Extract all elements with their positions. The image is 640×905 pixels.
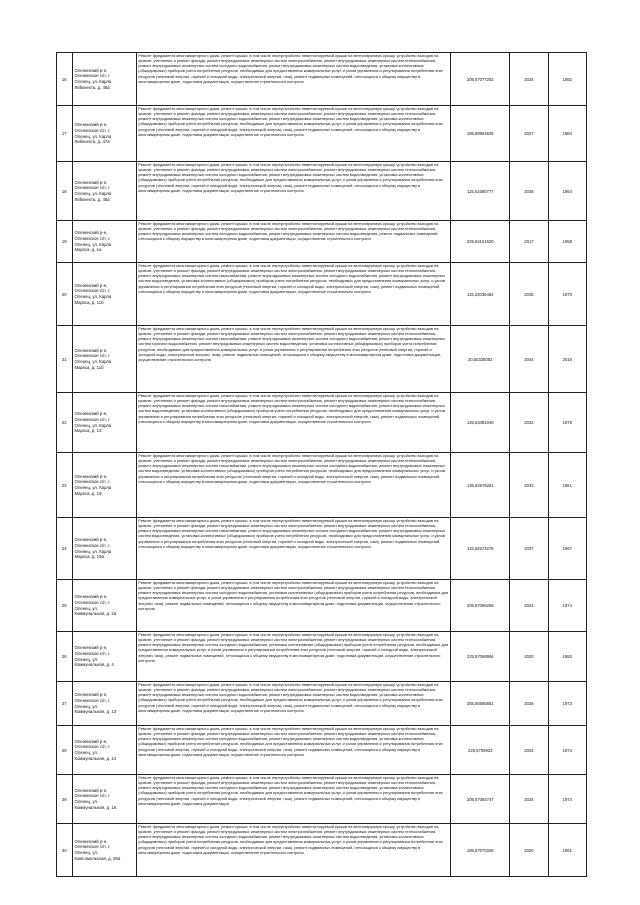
cell-address: Оленинский р-н, Оленинское с/п, г. Оленец, ул. Карла Либкнехта, д. 48а bbox=[74, 179, 112, 202]
row-cost bbox=[451, 263, 510, 326]
cell-works: Ремонт фундамента многоквартирного дома, ремонт крыши, в том числе переустройство невентилируемой крыши на вентилируемую крышу, устройство выходов на кровлю, утепление и ремонт фасада, ремонт внутридомовых инженерных систем электроснабжения, ремонт внутридомовых инженерных систем теплоснабжения, ремонт внутридомовых инженерных систем холодного водоснабжения, ремонт внутридомовых инженерных систем водоотведения, установка коллективных (общедомовых) приборов учета потребления ресурсов, необходимых для предоставления коммунальных услуг, и узлов управления и регулирования потребления этих ресурсов (тепловой энергии, горячей и холодной воды, электрической энергии, газа), ремонт подвальных помещений, относящихся к общему имуществу в многоквартирном доме, подготовка документации, осуществление строительного контроля bbox=[138, 106, 443, 137]
cell-num: 19 bbox=[61, 239, 67, 244]
cell-num: 21 bbox=[61, 356, 67, 362]
row-cost bbox=[451, 632, 510, 682]
cell-works: Ремонт фундамента многоквартирного дома, ремонт крыши, в том числе переустройство невентилируемой крыши на вентилируемую крышу, устройство выходов на кровлю, утепление и ремонт фасада, ремонт внутридомовых инженерных систем электроснабжения, ремонт внутридомовых инженерных систем теплоснабжения, ремонт внутридомовых инженерных систем холодного водоснабжения, ремонт внутридомовых инженерных систем водоотведения, установка коллективных (общедомовых) приборов учета потребления ресурсов, необходимых для предоставления коммунальных услуг, и узлов управления и регулирования потребления этих ресурсов (тепловой энергии, горячей и холодной воды, электрической энергии, газа), ремонт подвальных помещений, относящихся к общему имуществу в многоквартирном доме, подготовка документации, осуществление строительного контроля bbox=[138, 53, 443, 84]
row-repair-year bbox=[510, 775, 548, 824]
row-works bbox=[136, 53, 450, 106]
cell-year: 2032 bbox=[524, 420, 534, 425]
row-address bbox=[72, 53, 136, 106]
row-build-year bbox=[548, 162, 586, 221]
cell-cost: 185,99964635 bbox=[466, 131, 494, 136]
row-works bbox=[136, 518, 450, 580]
row-address bbox=[72, 393, 136, 453]
row-address bbox=[72, 580, 136, 632]
row-works bbox=[136, 162, 450, 221]
row-cost bbox=[451, 518, 510, 580]
cell-cost: 185,57070326 bbox=[466, 847, 494, 853]
cell-cost: 225,57066994 bbox=[466, 654, 494, 659]
cell-address: Оленинский р-н, Оленинское с/п, г. Оленец, ул. Карла Маркса, д. 11б bbox=[74, 282, 112, 305]
cell-built: 1961 bbox=[562, 847, 572, 853]
row-repair-year bbox=[510, 53, 548, 106]
row-address bbox=[72, 263, 136, 326]
cell-year: 2044 bbox=[524, 356, 534, 362]
row-repair-year bbox=[510, 221, 548, 263]
cell-num: 30 bbox=[61, 847, 67, 853]
table-row bbox=[57, 106, 587, 162]
row-cost bbox=[451, 162, 510, 221]
row-works bbox=[136, 726, 450, 775]
row-number bbox=[57, 824, 73, 877]
cell-built: 1961 bbox=[562, 482, 572, 488]
table-row bbox=[57, 518, 587, 580]
row-cost bbox=[451, 393, 510, 453]
row-works bbox=[136, 106, 450, 162]
row-number bbox=[57, 580, 73, 632]
row-cost bbox=[451, 453, 510, 518]
cell-cost: 205,57086256 bbox=[466, 603, 494, 608]
row-number bbox=[57, 682, 73, 726]
cell-built: 1974 bbox=[562, 796, 572, 802]
cell-works: Ремонт фундамента многоквартирного дома, ремонт крыши, в том числе переустройство невентилируемой крыши на вентилируемую крышу, устройство выходов на кровлю, утепление и ремонт фасада, ремонт внутридомовых инженерных систем электроснабжения, ремонт внутридомовых инженерных систем теплоснабжения, ремонт внутридомовых инженерных систем газоснабжения, ремонт внутридомовых инженерных систем холодного водоснабжения, ремонт внутридомовых инженерных систем водоотведения, установка коллективных (общедомовых) приборов учета потребления ресурсов, необходимых для предоставления коммунальных услуг, и узлов управления и регулирования потребления этих ресурсов (тепловой энергии, горячей и холодной воды, электрической энергии, газа), ремонт подвальных помещений, относящихся к общему имуществу в многоквартирном доме, подготовка документации, осуществление строительного контроля bbox=[138, 263, 446, 294]
row-repair-year bbox=[510, 632, 548, 682]
cell-works: Ремонт фундамента многоквартирного дома, ремонт крыши, в том числе переустройство невентилируемой крыши на вентилируемую крышу, устройство выходов на кровлю, утепление и ремонт фасада, ремонт внутридомовых инженерных систем электроснабжения, ремонт внутридомовых инженерных систем теплоснабжения, ремонт внутридомовых инженерных систем газоснабжения, ремонт внутридомовых инженерных систем холодного водоснабжения, ремонт внутридомовых инженерных систем водоотведения, установка коллективных (общедомовых) приборов учета потребления ресурсов, необходимых для предоставления коммунальных услуг, и узлов управления и регулирования потребления этих ресурсов (тепловой энергии, горячей и холодной воды, электрической энергии, газа), ремонт подвальных помещений, относящихся к общему имуществу в многоквартирном доме, подготовка документации, осуществление строительного контроля bbox=[138, 518, 446, 549]
table-body bbox=[57, 53, 587, 877]
cell-built: 2016 bbox=[562, 356, 572, 362]
capital-repair-table bbox=[56, 52, 587, 877]
cell-year: 2024 bbox=[524, 796, 534, 802]
cell-year: 2024 bbox=[524, 603, 534, 608]
cell-address: Оленинский р-н, Оленинское с/п, г. Оленец, ул. Карла Маркса, д. 11б bbox=[74, 347, 112, 370]
row-repair-year bbox=[510, 326, 548, 393]
cell-year: 2033 bbox=[524, 482, 534, 488]
row-cost bbox=[451, 726, 510, 775]
table-row bbox=[57, 682, 587, 726]
row-build-year bbox=[548, 393, 586, 453]
row-repair-year bbox=[510, 726, 548, 775]
row-cost bbox=[451, 682, 510, 726]
cell-year: 2038 bbox=[524, 188, 534, 194]
cell-cost: 225,5709923 bbox=[468, 747, 493, 753]
row-address bbox=[72, 221, 136, 263]
row-repair-year bbox=[510, 824, 548, 877]
cell-built: 1983 bbox=[562, 654, 572, 659]
cell-built: 1973 bbox=[562, 701, 572, 706]
row-address bbox=[72, 775, 136, 824]
row-number bbox=[57, 106, 73, 162]
cell-year: 2024 bbox=[524, 76, 534, 82]
row-works bbox=[136, 221, 450, 263]
row-address bbox=[72, 453, 136, 518]
cell-built: 1978 bbox=[562, 420, 572, 425]
row-address bbox=[72, 106, 136, 162]
cell-works: Ремонт фундамента многоквартирного дома, ремонт крыши, в том числе переустройство невентилируемой крыши на вентилируемую крышу, устройство выходов на кровлю, утепление и ремонт фасада, ремонт внутридомовых инженерных систем электроснабжения, ремонт внутридомовых инженерных систем теплоснабжения, ремонт внутридомовых инженерных систем холодного водоснабжения, ремонт внутридомовых инженерных систем водоотведения, установка коллективных (общедомовых) приборов учета потребления ресурсов, необходимых для предоставления коммунальных услуг, и узлов управления и регулирования потребления этих ресурсов (тепловой энергии, горячей и холодной воды, электрической энергии, газа), ремонт подвальных помещений, относящихся к общему имуществу в многоквартирном доме, подготовка документации bbox=[138, 775, 443, 806]
table-row bbox=[57, 726, 587, 775]
row-cost bbox=[451, 775, 510, 824]
row-cost bbox=[451, 580, 510, 632]
cell-year: 2017 bbox=[524, 239, 534, 244]
row-number bbox=[57, 453, 73, 518]
cell-built: 1967 bbox=[562, 546, 572, 551]
row-number bbox=[57, 162, 73, 221]
cell-built: 1970 bbox=[562, 291, 572, 297]
cell-address: Оленинский р-н, Оленинское с/п, г. Оленец, ул. Карла Маркса, д. 1а bbox=[74, 230, 112, 253]
row-build-year bbox=[548, 106, 586, 162]
table-row bbox=[57, 393, 587, 453]
cell-address: Оленинский р-н, Оленинское с/п, г. Оленец, ул. Коммунальная, д. 4 bbox=[74, 645, 114, 668]
row-number bbox=[57, 53, 73, 106]
row-cost bbox=[451, 824, 510, 877]
table-row bbox=[57, 632, 587, 682]
row-works bbox=[136, 775, 450, 824]
row-works bbox=[136, 263, 450, 326]
cell-works: Ремонт фундамента многоквартирного дома, ремонт крыши, в том числе переустройство невентилируемой крыши на вентилируемую крышу, устройство выходов на кровлю, утепление и ремонт фасада, ремонт внутридомовых инженерных систем электроснабжения, ремонт внутридомовых инженерных систем теплоснабжения, ремонт внутридомовых инженерных систем холодного водоснабжения, ремонт внутридомовых инженерных систем водоотведения, установка коллективных (общедомовых) приборов учета потребления ресурсов, необходимых для предоставления коммунальных услуг, и узлов управления и регулирования потребления этих ресурсов (тепловой энергии, горячей и холодной воды, электрической энергии, газа), ремонт подвальных помещений, относящихся к общему имуществу в многоквартирном доме, подготовка документации, осуществление строительного контроля bbox=[138, 726, 443, 757]
cell-address: Оленинский р-н, Оленинское с/п, г. Оленец, ул. Коммунальная, д. 2а bbox=[74, 594, 117, 617]
cell-cost: 225,94101620 bbox=[466, 239, 494, 244]
cell-year: 2024 bbox=[524, 747, 534, 753]
cell-address: Оленинский р-н, Оленинское с/п, г. Оленец, ул. Карла Маркса, д. 19а bbox=[74, 537, 112, 560]
row-works bbox=[136, 682, 450, 726]
cell-cost: 115,51660777 bbox=[467, 188, 494, 194]
cell-address: Оленинский р-н, Оленинское с/п, г. Оленец, ул. Карла Либкнехта, д. 47а bbox=[74, 122, 112, 145]
row-cost bbox=[451, 326, 510, 393]
row-number bbox=[57, 726, 73, 775]
row-works bbox=[136, 453, 450, 518]
row-address bbox=[72, 824, 136, 877]
cell-built: 1958 bbox=[562, 239, 572, 244]
row-address bbox=[72, 726, 136, 775]
row-repair-year bbox=[510, 580, 548, 632]
cell-address: Оленинский р-н, Оленинское с/п, г. Оленец, ул. Коммунальная, д. 16 bbox=[74, 787, 117, 810]
row-build-year bbox=[548, 221, 586, 263]
row-address bbox=[72, 632, 136, 682]
row-works bbox=[136, 326, 450, 393]
cell-address: Оленинский р-н, Оленинское с/п, г. Оленец, ул. Коммунальная, д. 13 bbox=[74, 692, 117, 715]
row-repair-year bbox=[510, 162, 548, 221]
row-build-year bbox=[548, 326, 586, 393]
cell-year: 2026 bbox=[524, 701, 534, 706]
cell-num: 28 bbox=[61, 747, 67, 753]
row-cost bbox=[451, 53, 510, 106]
cell-num: 24 bbox=[61, 546, 67, 551]
table-row bbox=[57, 53, 587, 106]
cell-works: Ремонт фундамента многоквартирного дома, ремонт крыши, в том числе переустройство невентилируемой крыши на вентилируемую крышу, устройство выходов на кровлю, утепление и ремонт фасада, ремонт внутридомовых инженерных систем электроснабжения, ремонт внутридомовых инженерных систем теплоснабжения, ремонт внутридомовых инженерных систем холодного водоснабжения, установка коллективных (общедомовых) приборов учета потребления ресурсов, необходимых для предоставления коммунальных услуг, и узлов управления и регулирования потребления этих ресурсов (тепловой энергии, горячей и холодной воды, электрической энергии, газа), ремонт подвальных помещений, относящихся к общему имуществу в многоквартирном доме, подготовка документации, осуществление строительного контроля bbox=[138, 632, 449, 663]
row-number bbox=[57, 775, 73, 824]
cell-num: 25 bbox=[61, 603, 67, 608]
row-number bbox=[57, 326, 73, 393]
table-row bbox=[57, 221, 587, 263]
cell-works: Ремонт фундамента многоквартирного дома, ремонт крыши, в том числе переустройство невентилируемой крыши на вентилируемую крышу, устройство выходов на кровлю, утепление и ремонт фасада, ремонт внутридомовых инженерных систем электроснабжения, ремонт внутридомовых инженерных систем теплоснабжения, ремонт внутридомовых инженерных систем холодного водоснабжения, установка коллективных (общедомовых) приборов учета потребления ресурсов, необходимых для предоставления коммунальных услуг, и узлов управления и регулирования потребления этих ресурсов (тепловой энергии, горячей и холодной воды, электрической энергии, газа), ремонт подвальных помещений, относящихся к общему имуществу в многоквартирном доме, подготовка документации, осуществление строительного контроля bbox=[138, 580, 449, 611]
row-works bbox=[136, 824, 450, 877]
cell-works: Ремонт фундамента многоквартирного дома, ремонт крыши, в том числе переустройство невентилируемой крыши на вентилируемую крышу, устройство выходов на кровлю, утепление и ремонт фасада, ремонт внутридомовых инженерных систем электроснабжения, ремонт внутридомовых инженерных систем теплоснабжения, ремонт внутридомовых инженерных систем газоснабжения, ремонт внутридомовых инженерных систем холодного водоснабжения, ремонт внутридомовых инженерных систем водоотведения, установка коллективных (общедомовых) приборов учета потребления ресурсов, необходимых для предоставления коммунальных услуг, и узлов управления и регулирования потребления этих ресурсов (тепловой энергии, горячей и холодной воды, электрической энергии, газа), ремонт подвальных помещений, относящихся к общему имуществу в многоквартирном доме, подготовка документации, осуществление строительного контроля bbox=[138, 453, 446, 484]
cell-cost: 135,53481046 bbox=[466, 420, 494, 425]
row-build-year bbox=[548, 453, 586, 518]
row-repair-year bbox=[510, 263, 548, 326]
row-cost bbox=[451, 221, 510, 263]
table-row bbox=[57, 775, 587, 824]
row-number bbox=[57, 263, 73, 326]
table-row bbox=[57, 580, 587, 632]
document-page bbox=[56, 52, 587, 877]
cell-num: 27 bbox=[61, 701, 67, 706]
cell-cost: 205,57077292 bbox=[466, 76, 494, 82]
cell-built: 1984 bbox=[562, 131, 572, 136]
cell-year: 2035 bbox=[524, 291, 534, 297]
cell-year: 2027 bbox=[524, 131, 534, 136]
cell-num: 26 bbox=[61, 654, 67, 659]
cell-cost: 205,57084747 bbox=[466, 796, 494, 802]
row-number bbox=[57, 393, 73, 453]
row-cost bbox=[451, 106, 510, 162]
cell-works: Ремонт фундамента многоквартирного дома, ремонт крыши, в том числе переустройство невентилируемой крыши на вентилируемую крышу, устройство выходов на кровлю, утепление и ремонт фасада, ремонт внутридомовых инженерных систем электроснабжения, ремонт внутридомовых инженерных систем теплоснабжения, ремонт внутридомовых инженерных систем газоснабжения, ремонт внутридомовых инженерных систем холодного водоснабжения, ремонт внутридомовых инженерных систем водоотведения, установка коллективных (общедомовых) приборов учета потребления ресурсов, необходимых для предоставления коммунальных услуг, и узлов управления и регулирования потребления этих ресурсов (тепловой энергии, горячей и холодной воды, электрической энергии, газа), ремонт подвальных помещений, относящихся к общему имуществу в многоквартирном доме, подготовка документации, осуществление строительного контроля bbox=[138, 393, 446, 424]
cell-num: 18 bbox=[61, 188, 67, 194]
row-repair-year bbox=[510, 518, 548, 580]
cell-address: Оленинский р-н, Оленинское с/п, г. Оленец, ул. Карла Либкнехта, д. 46а bbox=[74, 67, 112, 90]
row-build-year bbox=[548, 824, 586, 877]
cell-year: 2020 bbox=[524, 847, 534, 853]
cell-num: 20 bbox=[61, 291, 67, 297]
cell-num: 22 bbox=[61, 420, 67, 425]
row-build-year bbox=[548, 682, 586, 726]
row-build-year bbox=[548, 518, 586, 580]
row-build-year bbox=[548, 263, 586, 326]
table-row bbox=[57, 326, 587, 393]
cell-address: Оленинский р-н, Оленинское с/п, г. Оленец, ул. Карла Маркса, д. 19 bbox=[74, 473, 112, 496]
cell-built: 1982 bbox=[562, 76, 572, 82]
cell-cost: 20,50335052 bbox=[468, 356, 493, 362]
row-build-year bbox=[548, 632, 586, 682]
cell-cost: 115,23036464 bbox=[467, 291, 494, 297]
row-address bbox=[72, 518, 136, 580]
cell-address: Оленинский р-н, Оленинское с/п, г. Оленец, ул. Комсомольская, д. 26а bbox=[74, 838, 121, 861]
row-works bbox=[136, 632, 450, 682]
cell-works: Ремонт фундамента многоквартирного дома, ремонт крыши, в том числе переустройство невентилируемой крыши на вентилируемую крышу, устройство выходов на кровлю, утепление и ремонт фасада, ремонт внутридомовых инженерных систем электроснабжения, ремонт внутридомовых инженерных систем теплоснабжения, ремонт внутридомовых инженерных систем холодного водоснабжения, ремонт внутридомовых инженерных систем водоотведения, ремонт подвальных помещений, относящихся к общему имуществу в многоквартирном доме, подготовка документации, осуществление строительного контроля bbox=[138, 221, 439, 242]
row-number bbox=[57, 518, 73, 580]
cell-address: Оленинский р-н, Оленинское с/п, г. Оленец, ул. Коммунальная, д. 14 bbox=[74, 738, 117, 761]
row-repair-year bbox=[510, 393, 548, 453]
row-address bbox=[72, 682, 136, 726]
row-build-year bbox=[548, 726, 586, 775]
row-works bbox=[136, 580, 450, 632]
cell-year: 2037 bbox=[524, 546, 534, 551]
row-works bbox=[136, 393, 450, 453]
row-build-year bbox=[548, 580, 586, 632]
table-row bbox=[57, 453, 587, 518]
row-build-year bbox=[548, 775, 586, 824]
cell-year: 2020 bbox=[524, 654, 534, 659]
row-repair-year bbox=[510, 682, 548, 726]
cell-cost: 115,52573279 bbox=[467, 546, 494, 551]
cell-num: 16 bbox=[61, 76, 67, 82]
cell-works: Ремонт фундамента многоквартирного дома, ремонт крыши, в том числе переустройство невентилируемой крыши на вентилируемую крышу, устройство выходов на кровлю, утепление и ремонт фасада, ремонт внутридомовых инженерных систем электроснабжения, ремонт внутридомовых инженерных систем теплоснабжения, ремонт внутридомовых инженерных систем газоснабжения, ремонт внутридомовых инженерных систем холодного водоснабжения, ремонт внутридомовых инженерных систем горячего водоснабжения, ремонт внутридомовых инженерных систем водоотведения, установка коллективных (общедомовых) приборов учета потребления ресурсов, необходимых для предоставления коммунальных услуг, и узлов управления и регулирования потребления этих ресурсов (тепловой энергии, горячей и холодной воды, электрической энергии, газа), ремонт подвальных помещений, относящихся к общему имуществу в многоквартирном доме, подготовка документации, осуществление строительного контроля bbox=[138, 326, 446, 362]
row-build-year bbox=[548, 53, 586, 106]
cell-built: 1974 bbox=[562, 747, 572, 753]
row-repair-year bbox=[510, 106, 548, 162]
table-row bbox=[57, 263, 587, 326]
cell-works: Ремонт фундамента многоквартирного дома, ремонт крыши, в том числе переустройство невентилируемой крыши на вентилируемую крышу, устройство выходов на кровлю, утепление и ремонт фасада, ремонт внутридомовых инженерных систем электроснабжения, ремонт внутридомовых инженерных систем теплоснабжения, ремонт внутридомовых инженерных систем холодного водоснабжения, ремонт внутридомовых инженерных систем водоотведения, установка коллективных (общедомовых) приборов учета потребления ресурсов, необходимых для предоставления коммунальных услуг, и узлов управления и регулирования потребления этих ресурсов (тепловой энергии, горячей и холодной воды, электрической энергии, газа), ремонт подвальных помещений, относящихся к общему имуществу в многоквартирном доме, подготовка документации, осуществление строительного контроля bbox=[138, 162, 443, 193]
cell-cost: 255,55585651 bbox=[466, 701, 494, 706]
row-number bbox=[57, 221, 73, 263]
table-row bbox=[57, 162, 587, 221]
cell-built: 1974 bbox=[562, 603, 572, 608]
table-row bbox=[57, 824, 587, 877]
cell-works: Ремонт фундамента многоквартирного дома, ремонт крыши, в том числе переустройство невентилируемой крыши на вентилируемую крышу, устройство выходов на кровлю, утепление и ремонт фасада, ремонт внутридомовых инженерных систем электроснабжения, ремонт внутридомовых инженерных систем теплоснабжения, ремонт внутридомовых инженерных систем холодного водоснабжения, ремонт внутридомовых инженерных систем водоотведения, установка коллективных (общедомовых) приборов учета потребления ресурсов, необходимых для предоставления коммунальных услуг, и узлов управления и регулирования потребления этих ресурсов (тепловой энергии, горячей и холодной воды, электрической энергии, газа), ремонт подвальных помещений, относящихся к общему имуществу в многоквартирном доме, подготовка документации, осуществление строительного контроля bbox=[138, 824, 443, 855]
cell-num: 17 bbox=[61, 131, 67, 136]
cell-num: 23 bbox=[61, 482, 67, 488]
row-address bbox=[72, 162, 136, 221]
cell-built: 1964 bbox=[562, 188, 572, 194]
row-address bbox=[72, 326, 136, 393]
row-repair-year bbox=[510, 453, 548, 518]
cell-address: Оленинский р-н, Оленинское с/п, г. Оленец, ул. Карла Маркса, д. 13 bbox=[74, 411, 112, 434]
row-number bbox=[57, 632, 73, 682]
cell-cost: 135,52676261 bbox=[466, 482, 494, 488]
cell-works: Ремонт фундамента многоквартирного дома, ремонт крыши, в том числе переустройство невентилируемой крыши на вентилируемую крышу, устройство выходов на кровлю, утепление и ремонт фасада, ремонт внутридомовых инженерных систем электроснабжения, ремонт внутридомовых инженерных систем теплоснабжения, ремонт внутридомовых инженерных систем холодного водоснабжения, ремонт внутридомовых инженерных систем водоотведения, установка коллективных (общедомовых) приборов учета потребления ресурсов, необходимых для предоставления коммунальных услуг, и узлов управления и регулирования потребления этих ресурсов (тепловой энергии, горячей и холодной воды, электрической энергии, газа), ремонт подвальных помещений, относящихся к общему имуществу в многоквартирном доме, подготовка документации, осуществление строительного контроля bbox=[138, 682, 443, 713]
cell-num: 29 bbox=[61, 796, 67, 802]
